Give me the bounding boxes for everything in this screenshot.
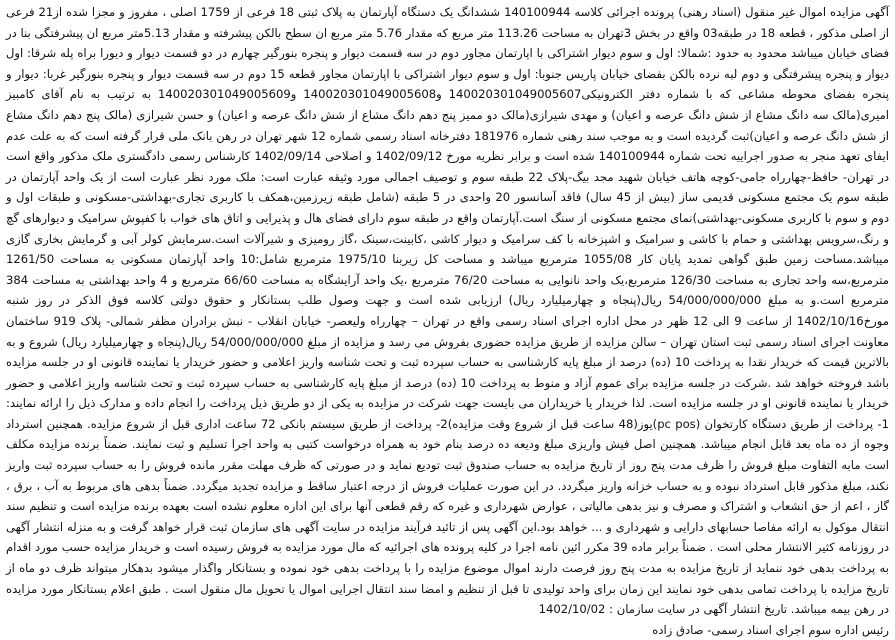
notice-signature: رئیس اداره سوم اجرای اسناد رسمی- صادق زاده [652,622,889,637]
notice-body: آگهی مزایده اموال غیر منقول (اسناد رهنی) پرونده اجرائی کلاسه 140100944 ششدانگ یک دستگاه آپارتمان به پلاک ثبتی 18 فرعی از 1759 اصلی ، مفروز و مجزا شده از21 فرعی از اصلی مذکور ، قطعه 18 در طبقه03 واقع در بخش 3تهران به مساحت 113.26 متر مربع که مقدار 5.76 متر مربع ان سطح بالکن پیشرفته و مقدار 5.13متر مربع ان پیشرفتگی بنا در فضای خیابان میباشد محدود به حدود :شمالا: اول و سوم دیوار اشتراکی با اپارتمان مجاور دوم در سه قسمت دیوار و پنجره بنورگیر چهارم در دو قسمت دیوار و دیورا براه پله شرقا: اول دیوار و پنجره پیشرفتگی و دوم لبه نرده بالکن بفضای خیابان پاریس جنوبا: اول و سوم دیوار اشتراکی با اپارتمان مجاور قطعه 15 دوم در سه قسمت دیوار و پنجره بنورگیر غربا: دیوار و پنجره بفضای محوطه مشاعی که با شماره دفتر الکترونیکی140020301049005607 و140020301049005608 و140020301049005609 به ترتیب به نام آقای کامبیز امیری(مالک سه دانگ مشاع از شش دانگ عرصه و اعیان) و مهدی شیرازی(مالک دو ممیز پنج دهم دانگ مشاع از شش دانگ عرصه و اعیان) و حسن شیرازی (مالک پنج دهم دانگ مشاع از شش دانگ عرصه و اعیان)ثبت گردیده است و به موجب سند رهنی شماره 181976 دفترخانه اسناد رسمی شماره 12 شهر تهران در رهن بانک ملی قرار گرفته است که به علت عدم ایفای تعهد منجر به صدور اجراییه تحت شماره 140100944 شده است و برابر نظریه مورخ 1402/09/12 و اصلاحی 1402/09/14 کارشناس رسمی دادگستری ملک مذکور واقع است در تهران- حافظ-چهارراه جامی-کوچه هاتف خیابان شهید مجد بیگ-پلاک 22 طبقه سوم و توصیف اجمالی مورد وثیقه عبارت است: ملک مورد نظر عبارت است از یک واحد آپارتمان در طبقه سوم یک مجتمع مسکونی قدیمی ساز (بیش از 45 سال) فاقد آسانسور 20 واحدی در 5 طبقه (شامل طبقه زیرزمین،همکف با کاربری تجاری-بهداشتی-مسکونی و طبقات اول و دوم و سوم با کاربری مسکونی-بهداشتی)نمای مجتمع مسکونی از سنگ است.آپارتمان واقع در طبقه سوم دارای فضای هال و پذیرایی و اتاق های خواب با کفپوش سرامیک و دیوارهای گچ و رنگ،سرویس بهداشتی و حمام با کاشی و سرامیک و اشپزخانه با کف سرامیک و دیوار کاشی ،کابینت،سینک ،گاز رومیزی و شیرآلات است.سرمایش کولر آبی و گرمایش بخاری گازی میباشد.مساحت زمین طبق گواهی تمدید پایان کار 1055/08 مترمربع میباشد و مساحت کل زیربنا 1975/10 مترمربع شامل:10 واحد آپارتمان مسکونی به مساحت 1261/50 مترمربع،سه واحد تجاری به مساحت 126/30 مترمربع،یک واحد نانوایی به مساحت 76/20 مترمربع ،یک واحد آرایشگاه به مساحت 66/60 مترمربع و 4 واحد بهداشتی به مساحت 384 مترمربع است.و به مبلغ 54/000/000/000 ریال(پنجاه و چهارمیلیارد ریال) ارزیابی شده است و جهت وصول طلب بستانکار و حقوق دولتی کلاسه فوق الذکر در روز شنبه مورخ1402/10/16 از ساعت 9 الی 12 ظهر در محل اداره اجرای اسناد رسمی واقع در تهران – چهارراه ولیعصر- خیابان انقلاب - نبش برادران مظفر شمالی- پلاک 919 ساختمان معاونت اجرای اسناد رسمی ثبت استان تهران – سالن مزایده از طریق مزایده حضوری بفروش می رسد و مزایده از مبلغ 54/000/000/000 ریال(پنجاه و چهارمیلیارد ریال) شروع و به بالاترین قیمت که خریدار نقدا به پرداخت 10 (ده) درصد از مبلغ پایه کارشناسی به حساب سپرده ثبت و تحت شناسه واریز اعلامی و حضور خریدار یا نماینده قانونی او در جلسه مزایده باشد فروخته خواهد شد .شرکت در جلسه مزایده برای عموم آزاد و منوط به پرداخت 10 (ده) درصد از مبلغ پایه کارشناسی به حساب سپرده ثبت و تحت شناسه واریز اعلامی و حضور خریدار یا نماینده قانونی او در جلسه مزایده است. لذا خریدار یا خریداران می بایست جهت شرکت در مزایده به یکی از دو طریق ذیل پرداخت را انجام داده و مدارک ذیل را ارائه نمایند: 1- پرداخت از طریق دستگاه کارتخوان (pc pos)یوز(48 ساعت قبل از شروع وقت مزایده)2- پرداخت از طریق سیستم بانکی 72 ساعت اداری قبل از شروع مزایده. همچنین استرداد وجوه از ده ماه بعد قابل انجام میباشد. همچنین اصل فیش واریزی مبلغ ودیعه ده درصد بنام خود به همراه درخواست کتبی به واحد اجرا تسلیم و ثبت نمایند. ضمناً برنده مزایده مکلف است مابه التفاوت مبلغ فروش را ظرف مدت پنج روز از تاریخ مزایده به حساب صندوق ثبت تودیع نماید و در صورتی که ظرف مهلت مقرر مانده فروش را به حساب سپرده ثبت واریز نکند، مبلغ مذکور قابل استرداد نبوده و به حساب خزانه واریز میگردد. در این صورت عملیات فروش از درجه اعتبار ساقط و مزایده تجدید میگردد. ضمناً بدهی های مربوط به آب ، برق ، گاز ، اعم از حق انشعاب و اشتراک و مصرف و نیز بدهی مالیاتی ، عوارض شهرداری و غیره که رقم قطعی آنها برای این اداره معلوم نشده است بعهده برنده مزایده است و تنظیم سند انتقال موکول به ارائه مفاصا حسابهای دارایی و شهرداری و ... خواهد بود.این آگهی پس از تائید فرآیند مزایده در سایت آگهی های سازمان ثبت قرار خواهد گرفت و به منزله انتشار آگهی در روزنامه کثیر الانتشار محلی است . ضمناً برابر ماده 39 مکرر ائین نامه اجرا در کلیه پرونده های اجرائیه که مال مورد مزایده به فروش رسیده است و خریدار مزایده حسب مورد اقدام به پرداخت بدهی خود ننماید از تاریخ مزایده به مدت پنج روز فرصت دارند اموال موضوع مزایده را با پرداخت بدهی خود نموده و بستانکار واگذار میشود بدهکار میتواند ظرف دو ماه از تاریخ مزایده با پرداخت تمامی بدهی خود نمایند این زمان برای واحد تولیدی تا قبل از تنظیم و امضا سند انتقال اجرایی اموال یا تحویل مال منقول است . طبق اعلام بستانکار مورد مزایده در رهن بیمه میباشد. تاریخ انتشار آگهی در سایت سازمان : 1402/10/02 [6,5,890,617]
